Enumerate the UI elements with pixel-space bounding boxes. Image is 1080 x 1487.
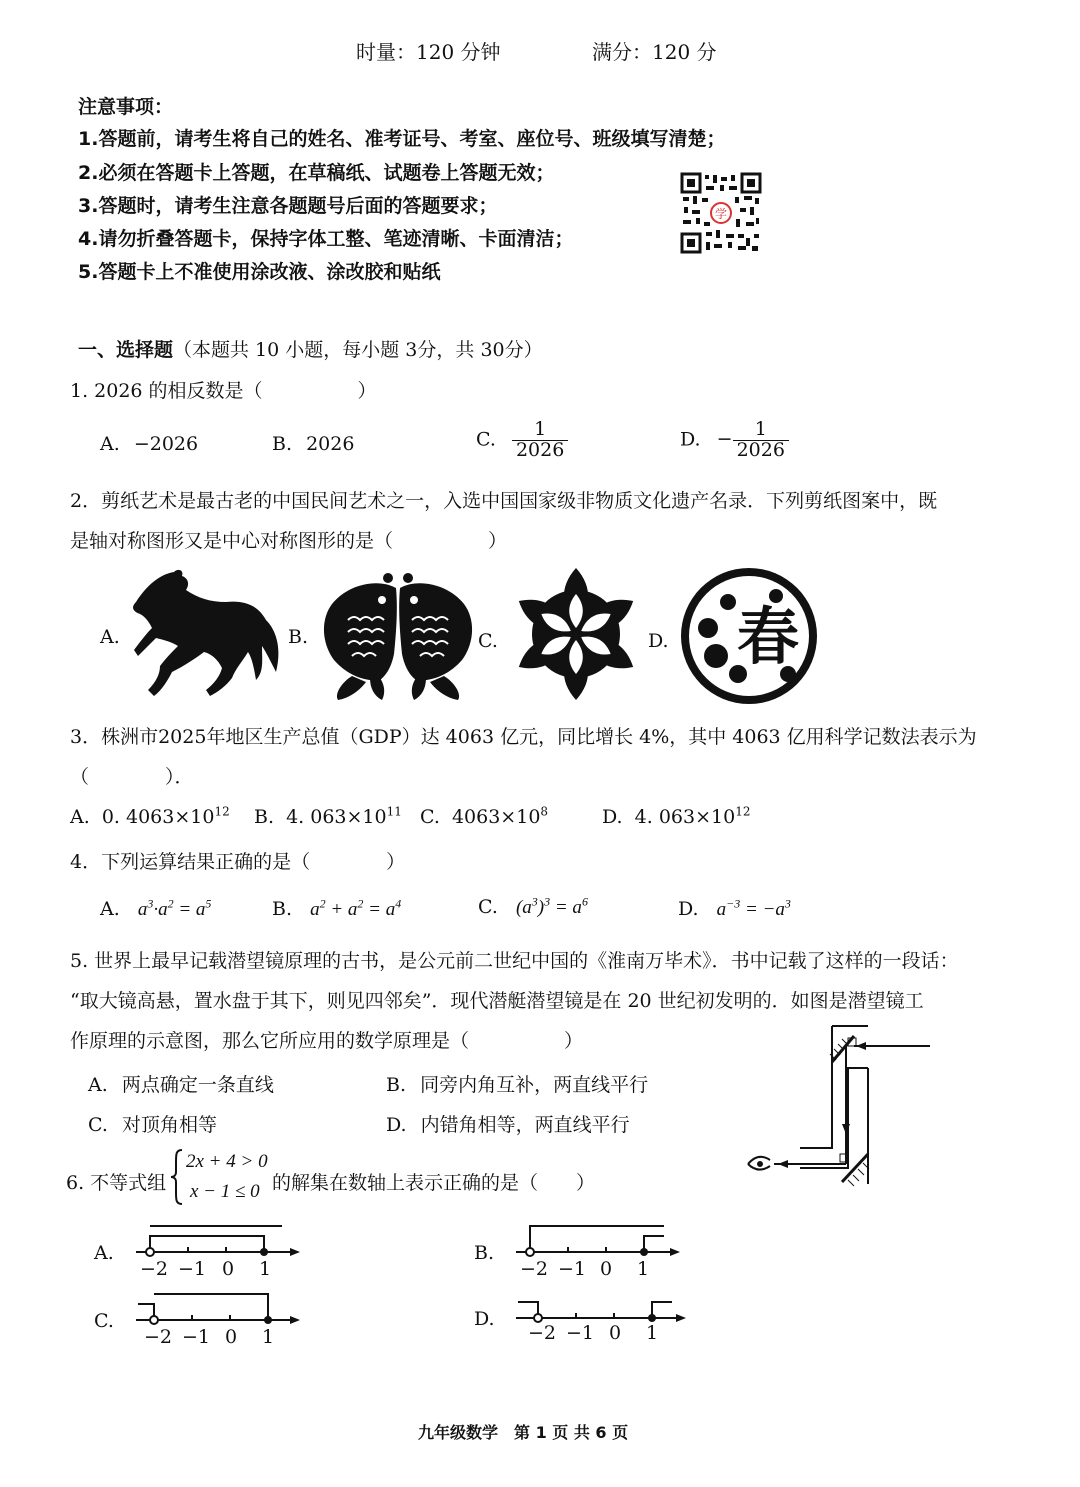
q5-option-d-label: D. [386, 1114, 407, 1136]
number-line-b-tick-1: 1 [637, 1258, 650, 1280]
q3-option-d[interactable] [602, 806, 750, 828]
q4-option-c-label: C. [478, 896, 498, 918]
q6-prefix: 6. 不等式组 [66, 1172, 167, 1194]
q3-stem-line1: 3．株洲市2025年地区生产总值（GDP）达 4063 亿元，同比增长 4%，其中 4063 亿用科学记数法表示为 [70, 726, 977, 748]
q6-suffix: 的解集在数轴上表示正确的是（ ） [272, 1172, 596, 1194]
q6-label-a[interactable]: A. [94, 1242, 114, 1264]
q5-option-a-label: A. [88, 1074, 108, 1096]
qr-code[interactable] [680, 172, 762, 254]
q2-stem-line1: 2．剪纸艺术是最古老的中国民间艺术之一，入选中国国家级非物质文化遗产名录．下列剪纸图案中，既 [70, 490, 938, 512]
notice-item-3: 3.答题时，请考生注意各题题号后面的答题要求； [78, 195, 498, 217]
number-line-a-tick-1: 1 [259, 1258, 272, 1280]
spring-char: 春 [736, 600, 800, 673]
q4-option-a-label: A. [100, 898, 120, 920]
q3-option-a-label: A. [70, 806, 90, 828]
number-line-b-tick-neg2: −2 [520, 1258, 549, 1280]
q1-option-b[interactable] [272, 433, 354, 455]
q3-option-b-base: 4. 063×10 [286, 806, 387, 828]
q1-option-b-text: 2026 [306, 433, 355, 455]
q4-option-a-expr: $a^3\cdot a^2 = a^5$ [137, 896, 212, 920]
q1-option-a-label: A. [100, 433, 120, 455]
q3-option-c-label: C. [420, 806, 440, 828]
q1-option-c-label: C. [476, 428, 496, 451]
q3-option-b[interactable] [254, 806, 402, 828]
q1-option-d-sign: − [716, 428, 733, 451]
number-line-a [136, 1222, 302, 1262]
q5-stem-line2: “取大镜高悬，置水盘于其下，则见四邻矣”．现代潜艇潜望镜是在 20 世纪初发明的．如图是潜望镜工 [70, 990, 924, 1012]
q5-option-b-label: B. [386, 1074, 407, 1096]
q3-option-d-label: D. [602, 806, 623, 828]
q5-option-c[interactable] [88, 1110, 217, 1137]
q1-option-d[interactable] [680, 420, 789, 461]
q5-option-a-text: 两点确定一条直线 [121, 1074, 274, 1096]
q2-label-b[interactable]: B. [288, 626, 309, 648]
q1-option-d-denominator: 2026 [736, 438, 785, 461]
q3-option-a-exp: 12 [214, 804, 230, 819]
q6-brace [170, 1148, 184, 1206]
q4-option-d-label: D. [678, 898, 699, 920]
number-line-a-tick-0: 0 [222, 1258, 235, 1280]
q4-option-b-label: B. [272, 898, 293, 920]
number-line-b-tick-neg1: −1 [558, 1258, 587, 1280]
number-line-c-tick-neg1: −1 [182, 1326, 211, 1348]
horse-papercut-image [126, 568, 286, 706]
q1-option-c-numerator: 1 [512, 420, 568, 441]
q5-option-b-text: 同旁内角互补，两直线平行 [420, 1074, 649, 1096]
q4-option-a[interactable] [100, 898, 211, 921]
number-line-a-tick-neg2: −2 [140, 1258, 169, 1280]
q3-option-d-exp: 12 [735, 804, 751, 819]
q5-option-d-text: 内错角相等，两直线平行 [420, 1114, 630, 1136]
time-label: 时量：120 分钟 [356, 40, 501, 64]
number-line-c-tick-1: 1 [262, 1326, 275, 1348]
number-line-d-tick-neg1: −1 [566, 1322, 595, 1344]
q3-option-c-base: 4063×10 [451, 806, 541, 828]
q1-option-c[interactable] [476, 420, 568, 461]
notices-title: 注意事项： [78, 96, 174, 118]
q3-stem-line2: （ ）． [70, 766, 194, 788]
q4-option-c[interactable] [478, 896, 588, 919]
section-heading [78, 335, 543, 362]
page-footer: 九年级数学 第 1 页 共 6 页 [418, 1423, 629, 1442]
number-line-b-tick-0: 0 [600, 1258, 613, 1280]
q1-option-b-label: B. [272, 433, 293, 455]
q5-option-c-label: C. [88, 1114, 108, 1136]
q2-stem-line2: 是轴对称图形又是中心对称图形的是（ ） [70, 530, 508, 552]
number-line-c [136, 1290, 302, 1330]
number-line-d-tick-neg2: −2 [528, 1322, 557, 1344]
q1-option-a[interactable] [100, 433, 198, 455]
notice-item-4: 4.请勿折叠答题卡，保持字体工整、笔迹清晰、卡面清洁； [78, 228, 574, 250]
q2-label-d[interactable]: D. [648, 630, 669, 652]
q5-option-a[interactable] [88, 1070, 274, 1097]
q3-option-b-exp: 11 [386, 804, 402, 819]
q2-label-a[interactable]: A. [100, 626, 120, 648]
section-heading-title: 一、选择题 [78, 339, 174, 361]
q3-option-d-base: 4. 063×10 [634, 806, 736, 828]
twin-fish-papercut-image [318, 570, 478, 702]
q1-option-d-label: D. [680, 428, 701, 451]
q4-stem: 4．下列运算结果正确的是（ ） [70, 851, 406, 873]
q4-option-b-expr: $a^2 + a^2 = a^4$ [310, 896, 402, 920]
q5-option-d[interactable] [386, 1110, 630, 1137]
q1-option-c-denominator: 2026 [515, 438, 565, 461]
q3-option-b-label: B. [254, 806, 275, 828]
q1-stem: 1. 2026 的相反数是（ ） [70, 380, 377, 402]
section-heading-note: （本题共 10 小题，每小题 3分，共 30分） [173, 339, 543, 361]
q6-inequality-2: x − 1 ≤ 0 [190, 1181, 260, 1202]
spring-papercut-image [676, 566, 822, 706]
notice-item-5: 5.答题卡上不准使用涂改液、涂改胶和贴纸 [78, 261, 441, 283]
q1-option-d-numerator: 1 [733, 420, 789, 441]
q6-inequality-1: 2x + 4 > 0 [186, 1151, 268, 1172]
q5-stem-line3: 作原理的示意图，那么它所应用的数学原理是（ ） [70, 1030, 584, 1052]
number-line-c-tick-neg2: −2 [144, 1326, 173, 1348]
periscope-diagram [744, 1024, 934, 1190]
q4-option-c-expr: $(a^3)^3 = a^6$ [515, 894, 588, 918]
q4-option-d[interactable] [678, 898, 791, 921]
q3-option-a-base: 0. 4063×10 [101, 806, 215, 828]
score-label: 满分：120 分 [592, 40, 717, 64]
q3-option-a[interactable] [70, 806, 230, 828]
q2-label-c[interactable]: C. [478, 630, 498, 652]
q1-option-a-text: −2026 [133, 433, 199, 455]
q1-option-c-fraction [512, 420, 568, 461]
q6-label-c[interactable]: C. [94, 1310, 114, 1332]
notice-item-2: 2.必须在答题卡上答题，在草稿纸、试题卷上答题无效； [78, 162, 555, 184]
q5-option-b[interactable] [386, 1070, 648, 1097]
q1-option-d-fraction [733, 420, 789, 461]
q6-label-b[interactable]: B. [474, 1242, 495, 1264]
flower-papercut-image [504, 566, 648, 702]
number-line-d-tick-1: 1 [646, 1322, 659, 1344]
q4-option-d-expr: $a^{-3} = -a^3$ [716, 896, 791, 920]
q5-option-c-text: 对顶角相等 [121, 1114, 217, 1136]
qr-center-char: 学 [714, 207, 728, 221]
number-line-b [516, 1222, 682, 1262]
q5-stem-line1: 5. 世界上最早记载潜望镜原理的古书，是公元前二世纪中国的《淮南万毕术》．书中记载了这样的一段话： [70, 950, 959, 972]
number-line-a-tick-neg1: −1 [178, 1258, 207, 1280]
notice-item-1: 1.答题前，请考生将自己的姓名、准考证号、考室、座位号、班级填写清楚； [78, 128, 726, 150]
q6-label-d[interactable]: D. [474, 1308, 495, 1330]
q4-option-b[interactable] [272, 898, 401, 921]
q3-option-c-exp: 8 [540, 804, 549, 819]
number-line-c-tick-0: 0 [225, 1326, 238, 1348]
number-line-d-tick-0: 0 [609, 1322, 622, 1344]
q3-option-c[interactable] [420, 806, 548, 828]
